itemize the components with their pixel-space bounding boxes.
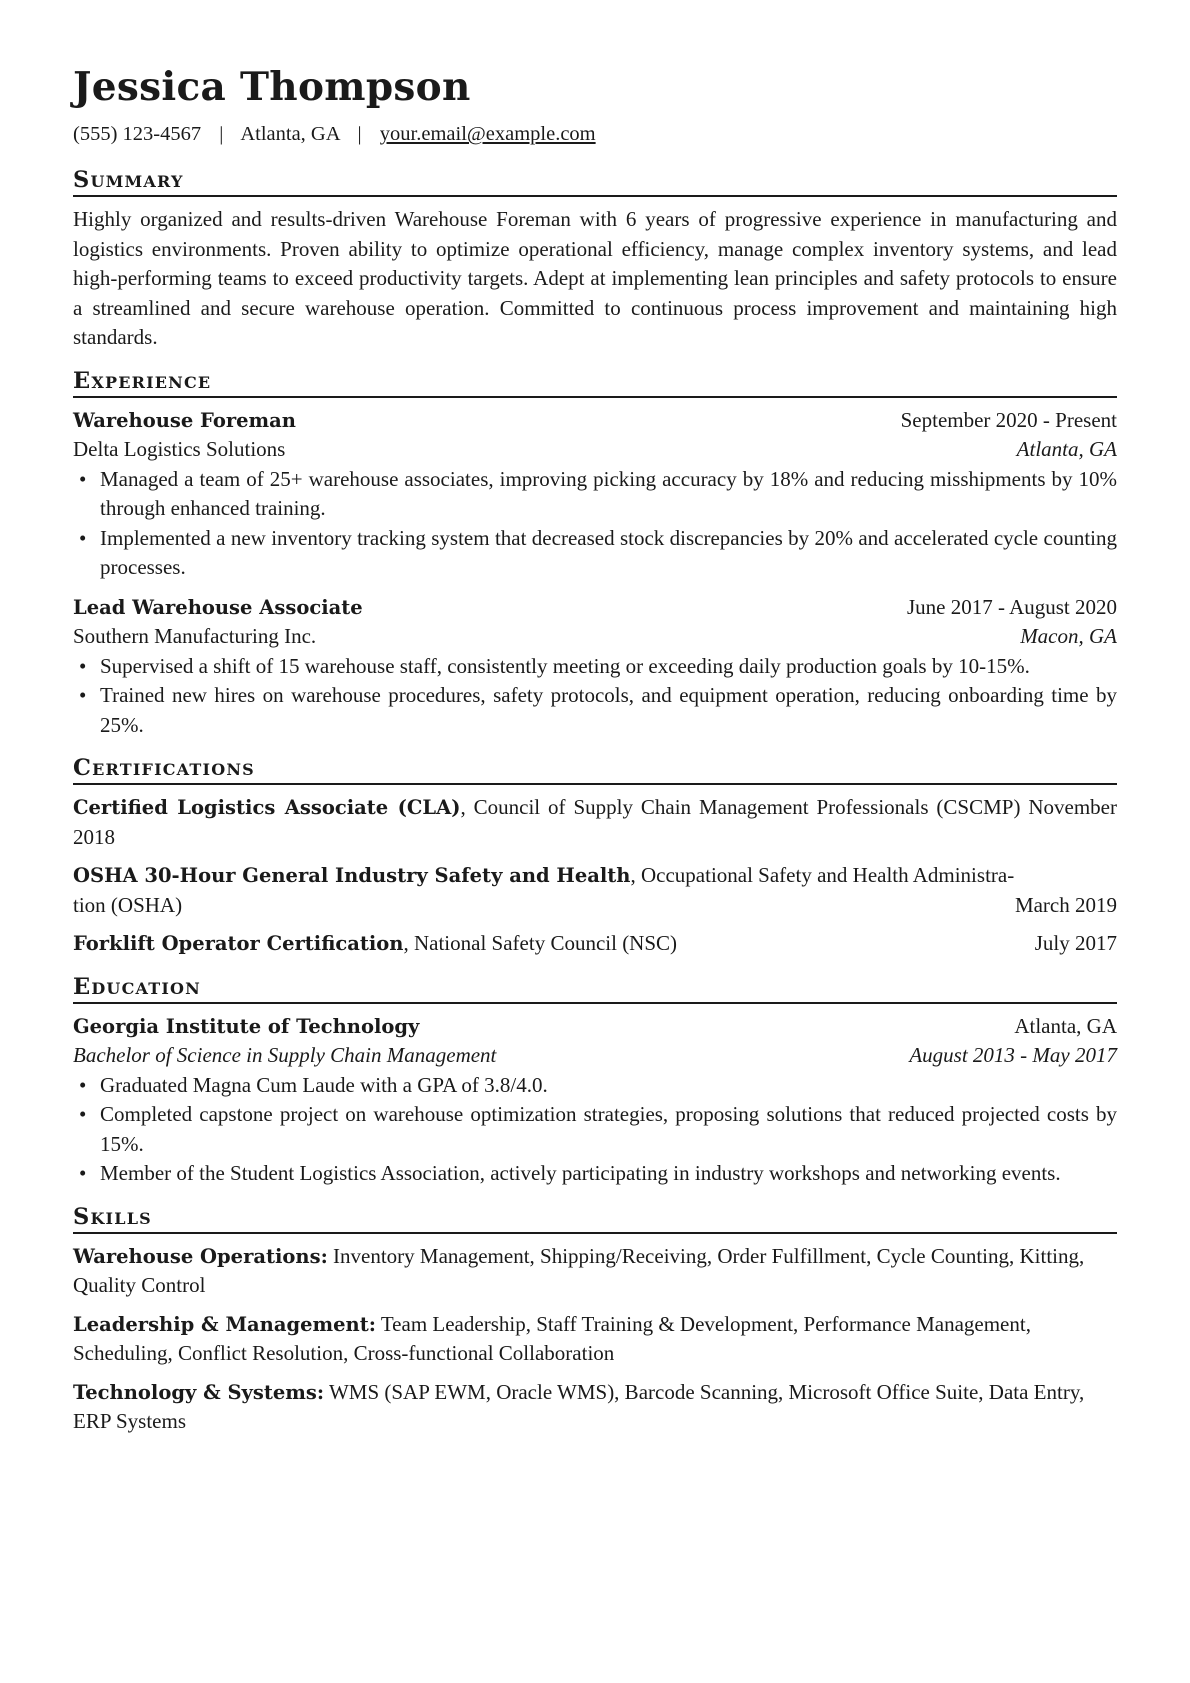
job-company: Southern Manufacturing Inc. <box>73 624 317 648</box>
certifications-section <box>73 754 1117 959</box>
contact-line <box>73 120 1117 148</box>
section-title-experience: Experience <box>73 367 1117 398</box>
list-item: • Implemented a new inventory tracking system that decreased stock discrepancies by 20% and accelerated cycle counting processes. <box>73 524 1117 583</box>
education-section <box>73 973 1117 1189</box>
education-bullets <box>73 1071 1117 1189</box>
skill-values: Team Leadership, Staff Training & Development, Performance Management, Scheduling, Conflict Resolution, Cross-functional Collaboration <box>73 1311 1031 1365</box>
location: Atlanta, GA <box>240 123 340 145</box>
certification-name: OSHA 30-Hour General Industry Safety and Health <box>73 864 631 887</box>
email-link[interactable]: your.email@example.com <box>379 123 596 145</box>
skill-group <box>73 1378 1117 1437</box>
job-subheader <box>73 622 1117 652</box>
certification-entry <box>73 929 1117 959</box>
job-role: Lead Warehouse Associate <box>73 595 363 619</box>
education-dates: August 2013 - May 2017 <box>909 1043 1117 1067</box>
skill-label: Warehouse Operations: <box>73 1244 328 1268</box>
skill-label: Leadership & Management: <box>73 1312 376 1336</box>
certification-entry <box>73 861 1117 920</box>
certification-date: March 2019 <box>1014 892 1117 917</box>
job-header <box>73 593 1117 623</box>
degree: Bachelor of Science in Supply Chain Management <box>73 1043 497 1067</box>
skill-group <box>73 1242 1117 1301</box>
skills-section <box>73 1203 1117 1437</box>
certification-name: Forklift Operator Certification <box>73 932 404 955</box>
certification-entry <box>73 793 1117 852</box>
certification-issuer: , Council of Supply Chain Management Professionals (CSCMP) November 2018 <box>73 795 1117 849</box>
list-item: • Supervised a shift of 15 warehouse staff, consistently meeting or exceeding daily production goals by 10-15%. <box>73 652 1117 682</box>
education-subheader <box>73 1041 1117 1071</box>
experience-section <box>73 367 1117 741</box>
school-name: Georgia Institute of Technology <box>73 1014 420 1038</box>
certification-date: July 2017 <box>1034 931 1117 955</box>
job-subheader <box>73 435 1117 465</box>
list-item: • Graduated Magna Cum Laude with a GPA of 3.8/4.0. <box>73 1071 1117 1101</box>
list-item: • Completed capstone project on warehouse optimization strategies, proposing solutions that reduced projected costs by 15%. <box>73 1100 1117 1159</box>
section-title-skills: Skills <box>73 1203 1117 1234</box>
list-item: • Member of the Student Logistics Association, actively participating in industry workshops and networking events. <box>73 1159 1117 1189</box>
section-title-certifications: Certifications <box>73 754 1117 785</box>
job-dates: June 2017 - August 2020 <box>907 594 1117 619</box>
skill-values: Inventory Management, Shipping/Receiving, Order Fulfillment, Cycle Counting, Kitting, Quality Control <box>73 1243 1085 1297</box>
job-dates: September 2020 - Present <box>900 407 1117 432</box>
education-header <box>73 1012 1117 1042</box>
skill-values: WMS (SAP EWM, Oracle WMS), Barcode Scanning, Microsoft Office Suite, Data Entry, ERP Systems <box>73 1379 1085 1433</box>
certification-issuer-continued: tion (OSHA) <box>73 892 183 917</box>
contact-separator: | <box>357 123 362 145</box>
job-company: Delta Logistics Solutions <box>73 437 286 461</box>
job-bullets <box>73 465 1117 583</box>
summary-text: Highly organized and results-driven Warehouse Foreman with 6 years of progressive experience in manufacturing and logistics environments. Proven ability to optimize operational efficiency, manage complex inventory systems, and lead high-performing teams to exceed productivity targets. Adept at implementing lean principles and safety protocols to ensure a streamlined and secure warehouse operation. Committed to continuous process improvement and maintaining high standards. <box>73 207 1117 349</box>
phone-number: (555) 123-4567 <box>73 123 202 145</box>
job-bullets <box>73 652 1117 741</box>
certification-name: Certified Logistics Associate (CLA) <box>73 796 461 819</box>
summary-section <box>73 166 1117 353</box>
candidate-name: Jessica Thompson <box>73 64 471 110</box>
skill-label: Technology & Systems: <box>73 1380 325 1404</box>
school-location: Atlanta, GA <box>1014 1013 1117 1038</box>
certification-issuer: , Occupational Safety and Health Administra- <box>630 863 1015 887</box>
certification-date-line <box>73 891 1117 921</box>
job-location: Macon, GA <box>1020 624 1117 648</box>
job-role: Warehouse Foreman <box>73 408 296 432</box>
job-entry <box>73 593 1117 741</box>
section-title-education: Education <box>73 973 1117 1004</box>
certification-issuer: , National Safety Council (NSC) <box>403 931 678 955</box>
list-item: • Trained new hires on warehouse procedures, safety protocols, and equipment operation, reducing onboarding time by 25%. <box>73 681 1117 740</box>
section-title-summary: Summary <box>73 166 1117 197</box>
job-entry <box>73 406 1117 583</box>
resume-content <box>73 64 1117 1437</box>
contact-separator: | <box>219 123 224 145</box>
skill-group <box>73 1310 1117 1369</box>
list-item: • Managed a team of 25+ warehouse associates, improving picking accuracy by 18% and reducing misshipments by 10% through enhanced training. <box>73 465 1117 524</box>
job-header <box>73 406 1117 436</box>
job-location: Atlanta, GA <box>1016 437 1117 461</box>
